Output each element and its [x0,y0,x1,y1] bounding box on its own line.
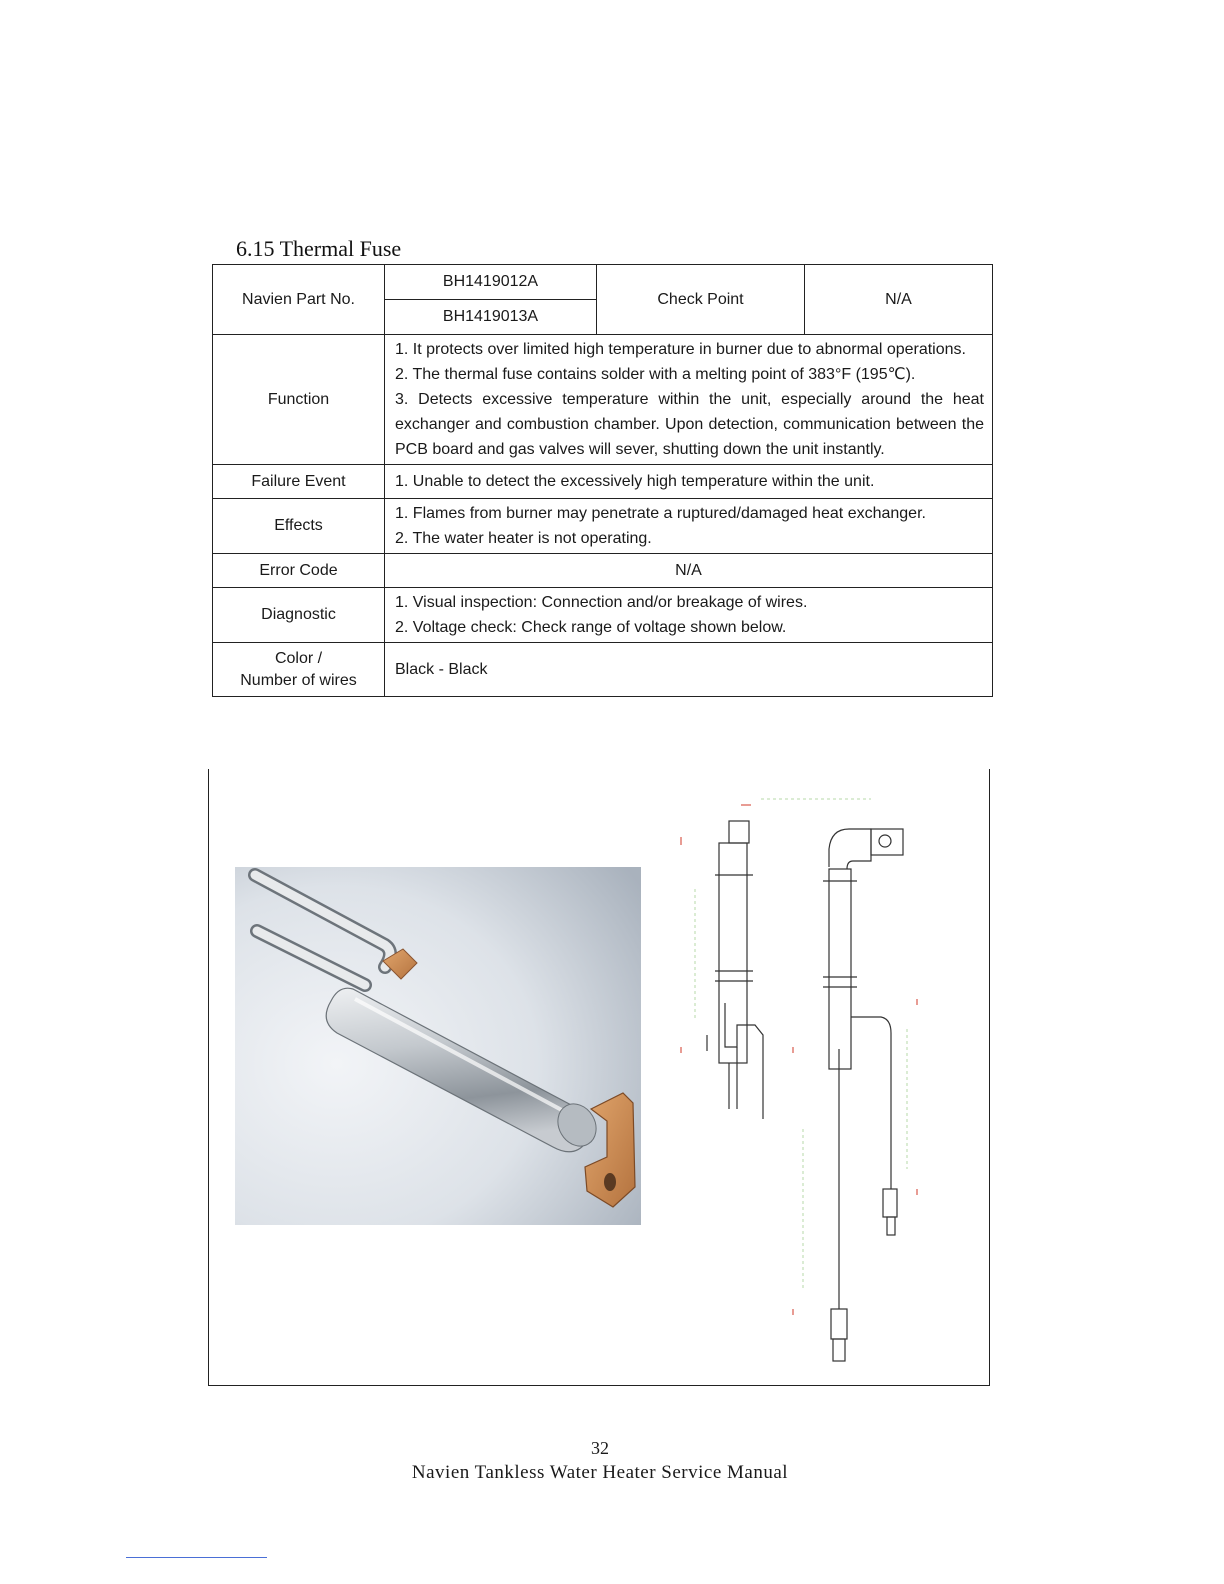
error-code-value: N/A [385,554,993,588]
failure-event-text: 1. Unable to detect the excessively high temperature within the unit. [385,465,993,499]
dimension-guides [695,799,907,1289]
figure-box [208,769,990,1386]
effects-line: 1. Flames from burner may penetrate a ruptured/damaged heat exchanger. [395,505,926,522]
drawing-left-view [707,821,763,1119]
color-wires-value: Black - Black [385,643,993,697]
function-line: 1. It protects over limited high temperature in burner due to abnormal operations. [395,341,966,358]
check-point-value: N/A [805,265,993,335]
color-label-line: Color / [274,649,323,667]
section-title: 6.15 Thermal Fuse [236,236,402,261]
color-label-line: Number of wires [240,671,357,689]
function-line: 2. The thermal fuse contains solder with a melting point of 383°F (195℃). [395,366,916,383]
part-number-1: BH1419012A [385,265,597,300]
function-label: Function [213,335,385,465]
effects-line: 2. The water heater is not operating. [395,530,652,547]
technical-drawing [671,789,921,1369]
spec-table [212,264,993,697]
color-wires-label [213,643,385,697]
part-no-label: Navien Part No. [213,265,385,335]
failure-event-label: Failure Event [213,465,385,499]
dimension-marks [681,805,917,1315]
diagnostic-text [385,588,993,643]
drawing-right-view [823,829,903,1361]
function-line: 3. Detects excessive temperature within the unit, especially around the heat exchanger and combustion chamber. Upon detection, communication between the PCB board and gas valves will sever, shutting down the unit instantly. [395,391,984,458]
diagnostic-line: 1. Visual inspection: Connection and/or breakage of wires. [395,594,808,611]
check-point-label: Check Point [597,265,805,335]
effects-label: Effects [213,499,385,554]
manual-title: Navien Tankless Water Heater Service Manual [411,1462,789,1483]
part-number-2: BH1419013A [385,300,597,335]
footer-rule [126,1557,267,1558]
thermal-fuse-render [235,867,641,1225]
diagnostic-line: 2. Voltage check: Check range of voltage shown below. [395,619,787,636]
function-text [385,335,993,465]
page-number: 32 [591,1438,609,1458]
effects-text [385,499,993,554]
diagnostic-label: Diagnostic [213,588,385,643]
error-code-label: Error Code [213,554,385,588]
